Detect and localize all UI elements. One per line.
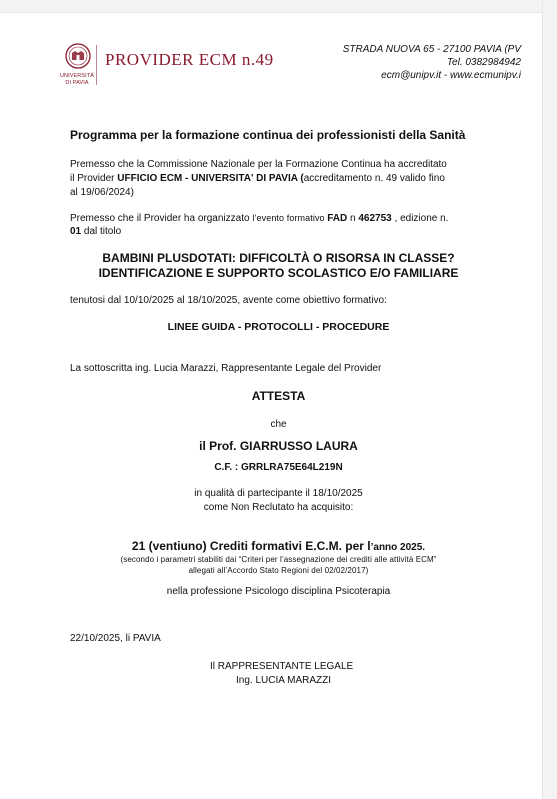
recipient-name: il Prof. GIARRUSSO LAURA: [199, 439, 358, 453]
phone-line: Tel. 0382984942: [446, 57, 521, 68]
premise-1-line-2: [70, 172, 445, 186]
credits-amount: 21 (ventiuno) Crediti formativi E.C.M. per l: [131, 539, 371, 553]
signatory-statement: La sottoscritta ing. Lucia Marazzi, Rappresentante Legale del Provider: [70, 363, 382, 374]
provider-name: UFFICIO ECM - UNIVERSITA' DI PAVIA (: [117, 173, 304, 184]
credits-line: [0, 539, 557, 553]
premise-1-prefix: il Provider: [70, 173, 118, 184]
university-caption-line-1: UNIVERSITÀ: [59, 73, 94, 79]
viewer-top-edge: [0, 0, 557, 13]
participation-line-2: come Non Reclutato ha acquisito:: [203, 502, 354, 513]
premise-2-prefix: Premesso che il Provider ha organizzato: [70, 213, 253, 224]
che-word: che: [270, 419, 287, 430]
attesta-heading: ATTESTA: [251, 389, 306, 403]
legal-rep-title: Il RAPPRESENTANTE LEGALE: [210, 661, 354, 672]
event-mode: FAD: [327, 213, 348, 224]
premise-2-n: n: [347, 213, 359, 224]
university-caption: [54, 73, 100, 86]
premise-1-line-1: Premesso che la Commissione Nazionale per la Formazione Continua ha accreditato: [70, 159, 447, 170]
participation-line-1: in qualità di partecipante il 18/10/2025: [194, 488, 363, 499]
credits-year: ’anno 2025.: [370, 542, 426, 553]
header-separator: [96, 45, 97, 85]
premise-2-event-label: l’evento formativo: [252, 213, 328, 223]
provider-title: PROVIDER ECM n.49: [105, 50, 274, 69]
premise-1-suffix: accreditamento n. 49 valido fino: [303, 173, 445, 184]
address-line: STRADA NUOVA 65 - 27100 PAVIA (PV: [342, 44, 521, 55]
criteria-line-2: allegati all’Accordo Stato Regioni del 02/02/2017): [188, 566, 369, 575]
university-caption-line-2: DI PAVIA: [65, 79, 89, 86]
event-number: 462753: [358, 213, 392, 224]
premise-2-title-label: dal titolo: [81, 226, 122, 237]
fiscal-code: C.F. : GRRLRA75E64L219N: [214, 462, 343, 473]
legal-rep-name: Ing. LUCIA MARAZZI: [236, 675, 332, 686]
place-and-date: 22/10/2025, li PAVIA: [70, 633, 161, 644]
premise-2-line-1: [70, 211, 448, 226]
training-objective: LINEE GUIDA - PROTOCOLLI - PROCEDURE: [167, 321, 390, 333]
profession-line: nella professione Psicologo disciplina Psicoterapia: [166, 586, 391, 597]
premise-2-line-2: [70, 225, 121, 239]
email-line: ecm@unipv.it - www.ecmunipv.i: [381, 70, 521, 81]
premise-2-edition: , edizione n.: [391, 213, 449, 224]
program-title: Programma per la formazione continua dei professionisti della Sanità: [70, 128, 466, 142]
premise-1-line-3: al 19/06/2024): [70, 187, 134, 198]
event-title-line-1: BAMBINI PLUSDOTATI: DIFFICOLTÀ O RISORSA IN CLASSE?: [102, 251, 455, 265]
criteria-line-1: (secondo i parametri stabiliti dai “Criteri per l’assegnazione dei crediti alle attività ECM”: [120, 555, 437, 564]
event-dates: tenutosi dal 10/10/2025 al 18/10/2025, avente come obiettivo formativo:: [70, 295, 387, 306]
event-title-line-2: IDENTIFICAZIONE E SUPPORTO SCOLASTICO E/O FAMILIARE: [98, 266, 459, 280]
edition-number: 01: [70, 226, 82, 237]
